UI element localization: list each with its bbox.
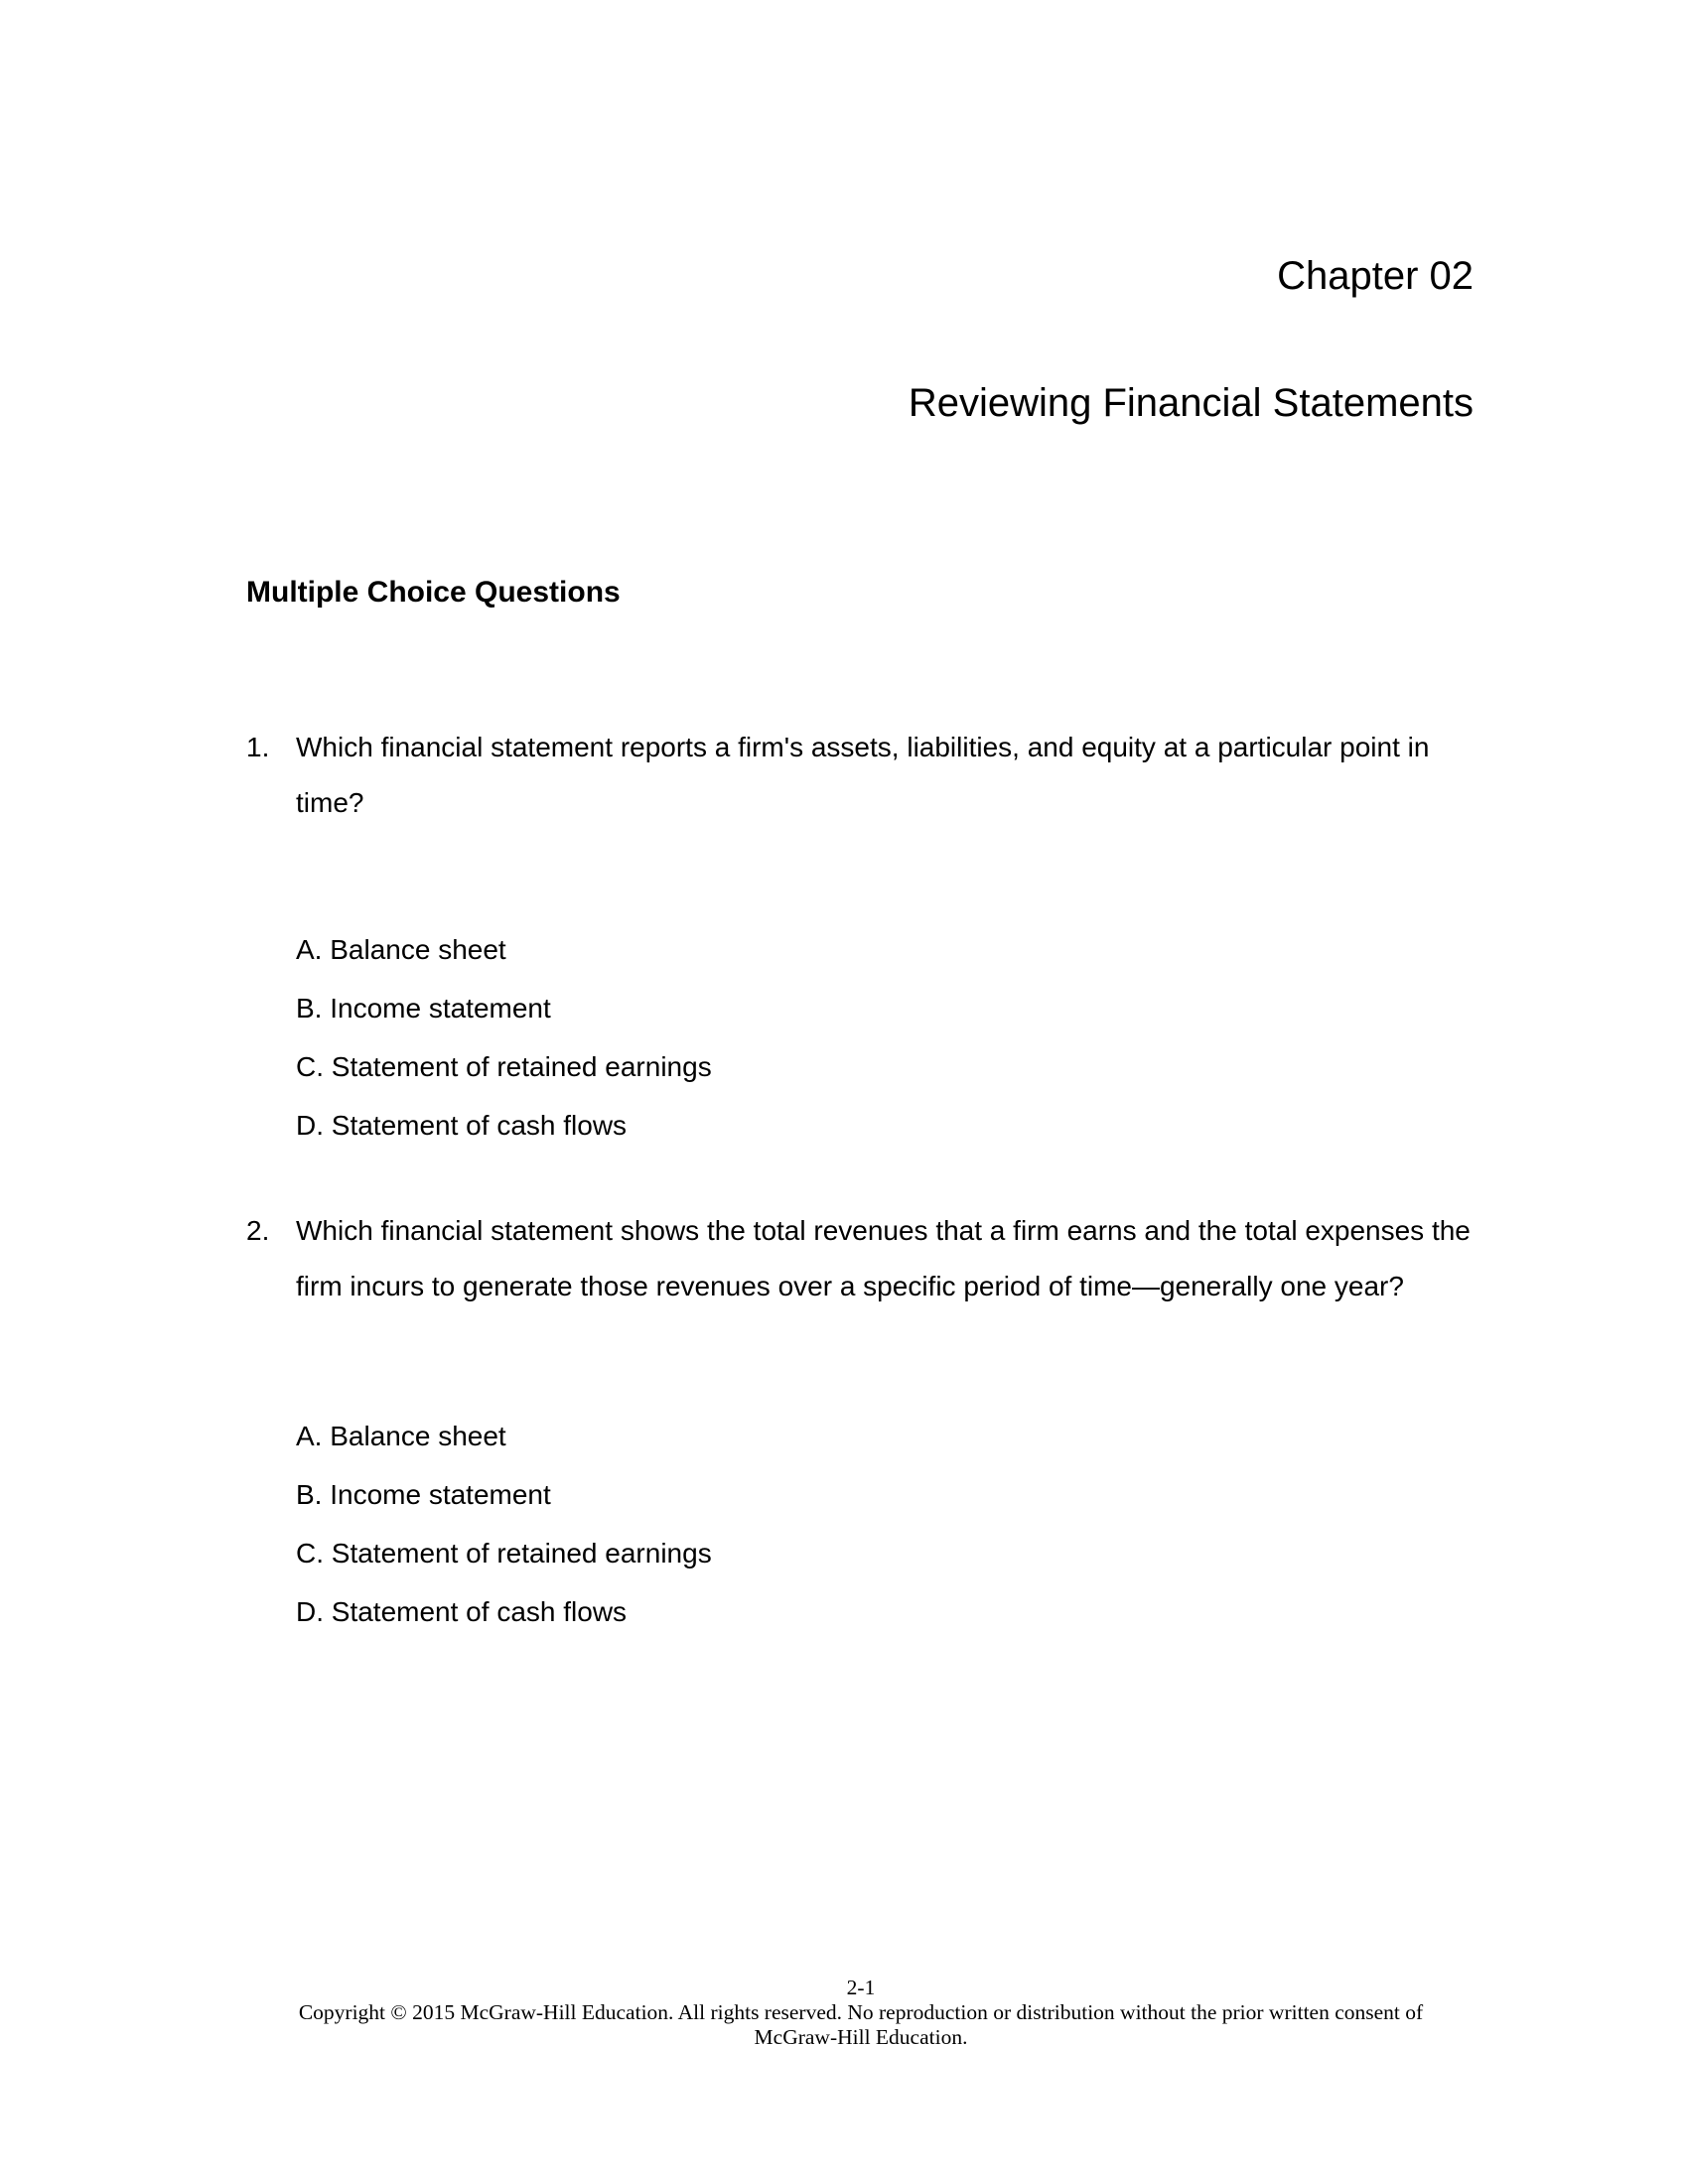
answer-option-d: D. Statement of cash flows	[296, 1110, 628, 1141]
question-text: Which financial statement reports a firm's assets, liabilities, and equity at a particular point in time?	[296, 732, 1430, 818]
answer-option-b: B. Income statement	[296, 1479, 551, 1510]
answer-option-d: D. Statement of cash flows	[296, 1596, 628, 1627]
answer-option-c: C. Statement of retained earnings	[296, 1051, 712, 1082]
answer-option-a: A. Balance sheet	[296, 1421, 506, 1451]
question-1	[246, 720, 1474, 1155]
answer-option-c: C. Statement of retained earnings	[296, 1538, 712, 1569]
answer-option-b: B. Income statement	[296, 993, 551, 1024]
question-stem	[246, 720, 1474, 831]
chapter-number: Chapter 02	[1277, 254, 1474, 298]
copyright-line-1: Copyright © 2015 McGraw-Hill Education. All rights reserved. No reproduction or distribution without the prior written consent of	[298, 2000, 1424, 2024]
answer-options	[246, 920, 1474, 1155]
chapter-title: Reviewing Financial Statements	[908, 381, 1474, 425]
answer-option-a: A. Balance sheet	[296, 934, 506, 965]
question-number: 2.	[246, 1215, 270, 1246]
question-text: Which financial statement shows the total revenues that a firm earns and the total expenses the firm incurs to generate those revenues over a specific period of time—generally one year?	[296, 1215, 1471, 1301]
answer-options	[246, 1407, 1474, 1641]
page-footer	[0, 1976, 1688, 2050]
question-stem	[246, 1203, 1474, 1314]
section-heading: Multiple Choice Questions	[246, 576, 621, 609]
question-number: 1.	[246, 732, 270, 762]
page-number: 2-1	[846, 1976, 876, 1999]
question-2	[246, 1203, 1474, 1641]
copyright-line-2: McGraw-Hill Education.	[754, 2025, 968, 2049]
